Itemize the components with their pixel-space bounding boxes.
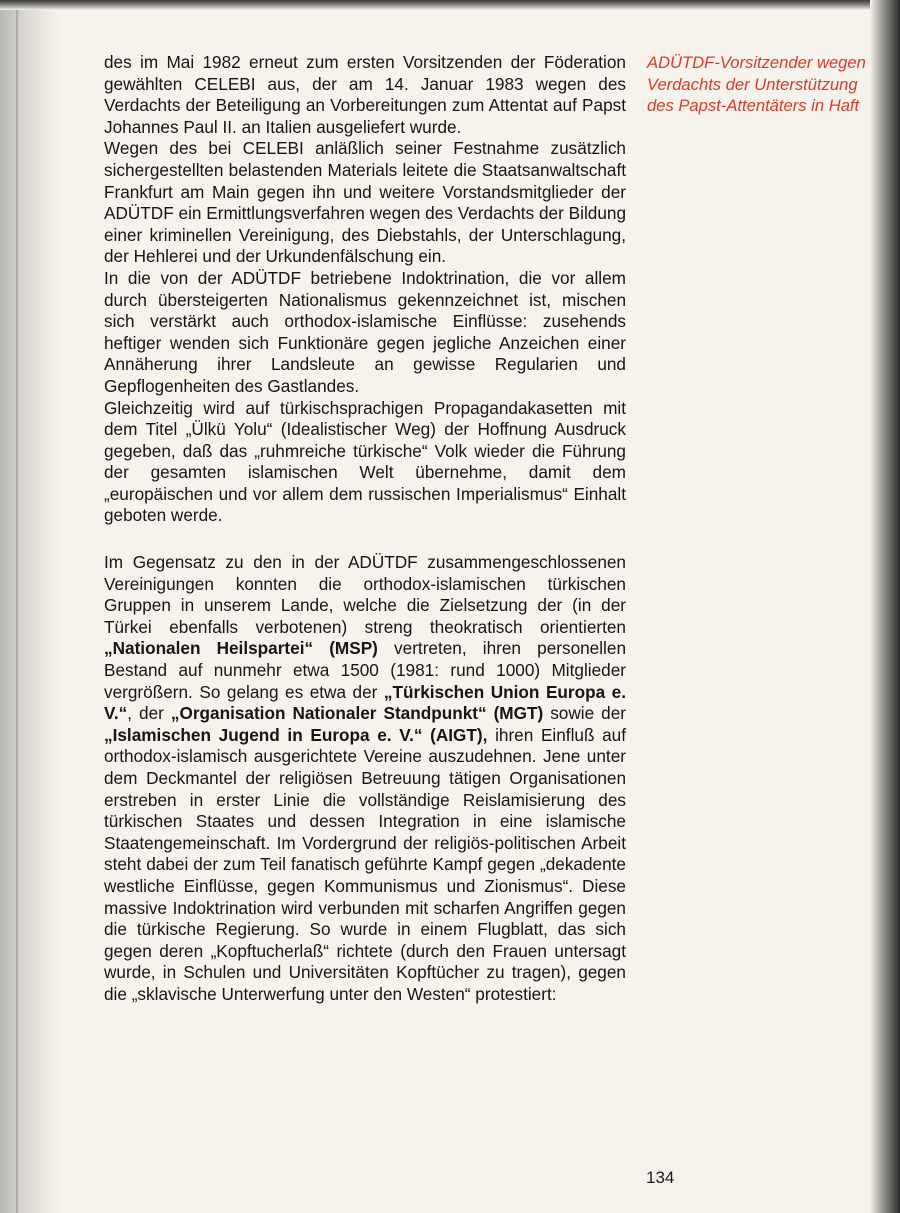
paragraph-5-text-1: Im Gegensatz zu den in der ADÜTDF zusammengeschlossenen Vereinigungen konnten die orthodox-islamischen türkischen Gruppen in unserem Lande, welche die Zielsetzung der (in der Türkei ebenfalls verbotenen) streng theokratisch orientierten (104, 552, 626, 637)
paragraph-1: des im Mai 1982 erneut zum ersten Vorsitzenden der Föderation gewählten CELEBI aus, der am 14. Januar 1983 wegen des Verdachts der Beteiligung an Vorbereitungen zum Attentat auf Papst Johannes Paul II. an Italien ausgeliefert wurde. (104, 52, 626, 137)
mgt-organization-name: „Organisation Nationaler Standpunkt“ (MGT) (170, 703, 544, 724)
binding-edge-line (16, 0, 18, 1213)
paragraph-5-text-3: , der (127, 703, 171, 724)
msp-party-name: „Nationalen Heilspartei“ (MSP) (104, 638, 378, 659)
paragraph-5-text-4: sowie der (543, 703, 626, 724)
paragraph-2: Wegen des bei CELEBI anläßlich seiner Festnahme zusätzlich sichergestellten belastenden Materials leitete die Staatsanwaltschaft Frankfurt am Main gegen ihn und weitere Vorstandsmitglieder der ADÜTDF ein Ermittlungsverfahren wegen des Verdachts der Bildung einer kriminellen Vereinigung, des Diebstahls, der Unterschlagung, der Hehlerei und der Urkundenfälschung ein. (104, 138, 626, 267)
turkish-union-name: „Türkischen Union Europa e. V.“ (104, 681, 627, 724)
paragraph-5-text-2: vertreten, ihren personellen Bestand auf nunmehr etwa 1500 (1981: rund 1000) Mitglieder vergrößern. So gelang es etwa der (104, 638, 626, 702)
paragraph-5-text-5: ihren Einfluß auf orthodox-islamisch ausgerichtete Vereine auszudehnen. Jene unter dem Deckmantel der religiösen Betreuung tätigen Organisationen erstreben in erster Linie die vollständige Reislamisierung des türkischen Staates und dessen Integration in eine islamische Staatengemeinschaft. Im Vordergrund der religiös-politischen Arbeit steht dabei der zum Teil fanatisch geführte Kampf gegen „dekadente westliche Einflüsse, gegen Kommunismus und Zionismus“. Diese massive Indoktrination wird verbunden mit scharfen Angriffen gegen die türkische Regierung. So wurde in einem Flugblatt, das sich gegen deren „Kopftucherlaß“ richtete (durch den Frauen untersagt wurde, in Schulen und Universitäten Kopftücher zu tragen), gegen die „sklavische Unterwerfung unter den Westen“ protestiert: (104, 724, 627, 1004)
right-page-edge (870, 0, 900, 1213)
margin-note: ADÜTDF-Vorsitzender wegen Verdachts der Unterstützung des Papst-Attentäters in Haft (647, 53, 866, 116)
page-number: 134 (646, 1168, 675, 1187)
paragraph-3: In die von der ADÜTDF betriebene Indoktrination, die vor allem durch übersteigerten Nationalismus gekennzeichnet ist, mischen sich verstärkt auch orthodox-islamische Einflüsse: zusehends heftiger wenden sich Funktionäre gegen jegliche Anzeichen einer Annäherung ihrer Landsleute an gewisse Regularien und Gepflogenheiten des Gastlandes. (104, 267, 626, 396)
top-edge-shadow (0, 0, 900, 10)
aigt-organization-name: „Islamischen Jugend in Europa e. V.“ (AIGT), (104, 724, 488, 745)
paragraph-4: Gleichzeitig wird auf türkischsprachigen Propagandakasetten mit dem Titel „Ülkü Yolu“ (Idealistischer Weg) der Hoffnung Ausdruck gegeben, daß das „ruhmreiche türkische“ Volk wieder die Führung der gesamten islamischen Welt übernehme, damit dem „europäischen und vor allem dem russischen Imperialismus“ Einhalt geboten werde. (104, 397, 626, 526)
paragraph-5 (104, 552, 626, 1005)
main-text-column (104, 52, 626, 1006)
book-binding-shadow (0, 0, 60, 1213)
